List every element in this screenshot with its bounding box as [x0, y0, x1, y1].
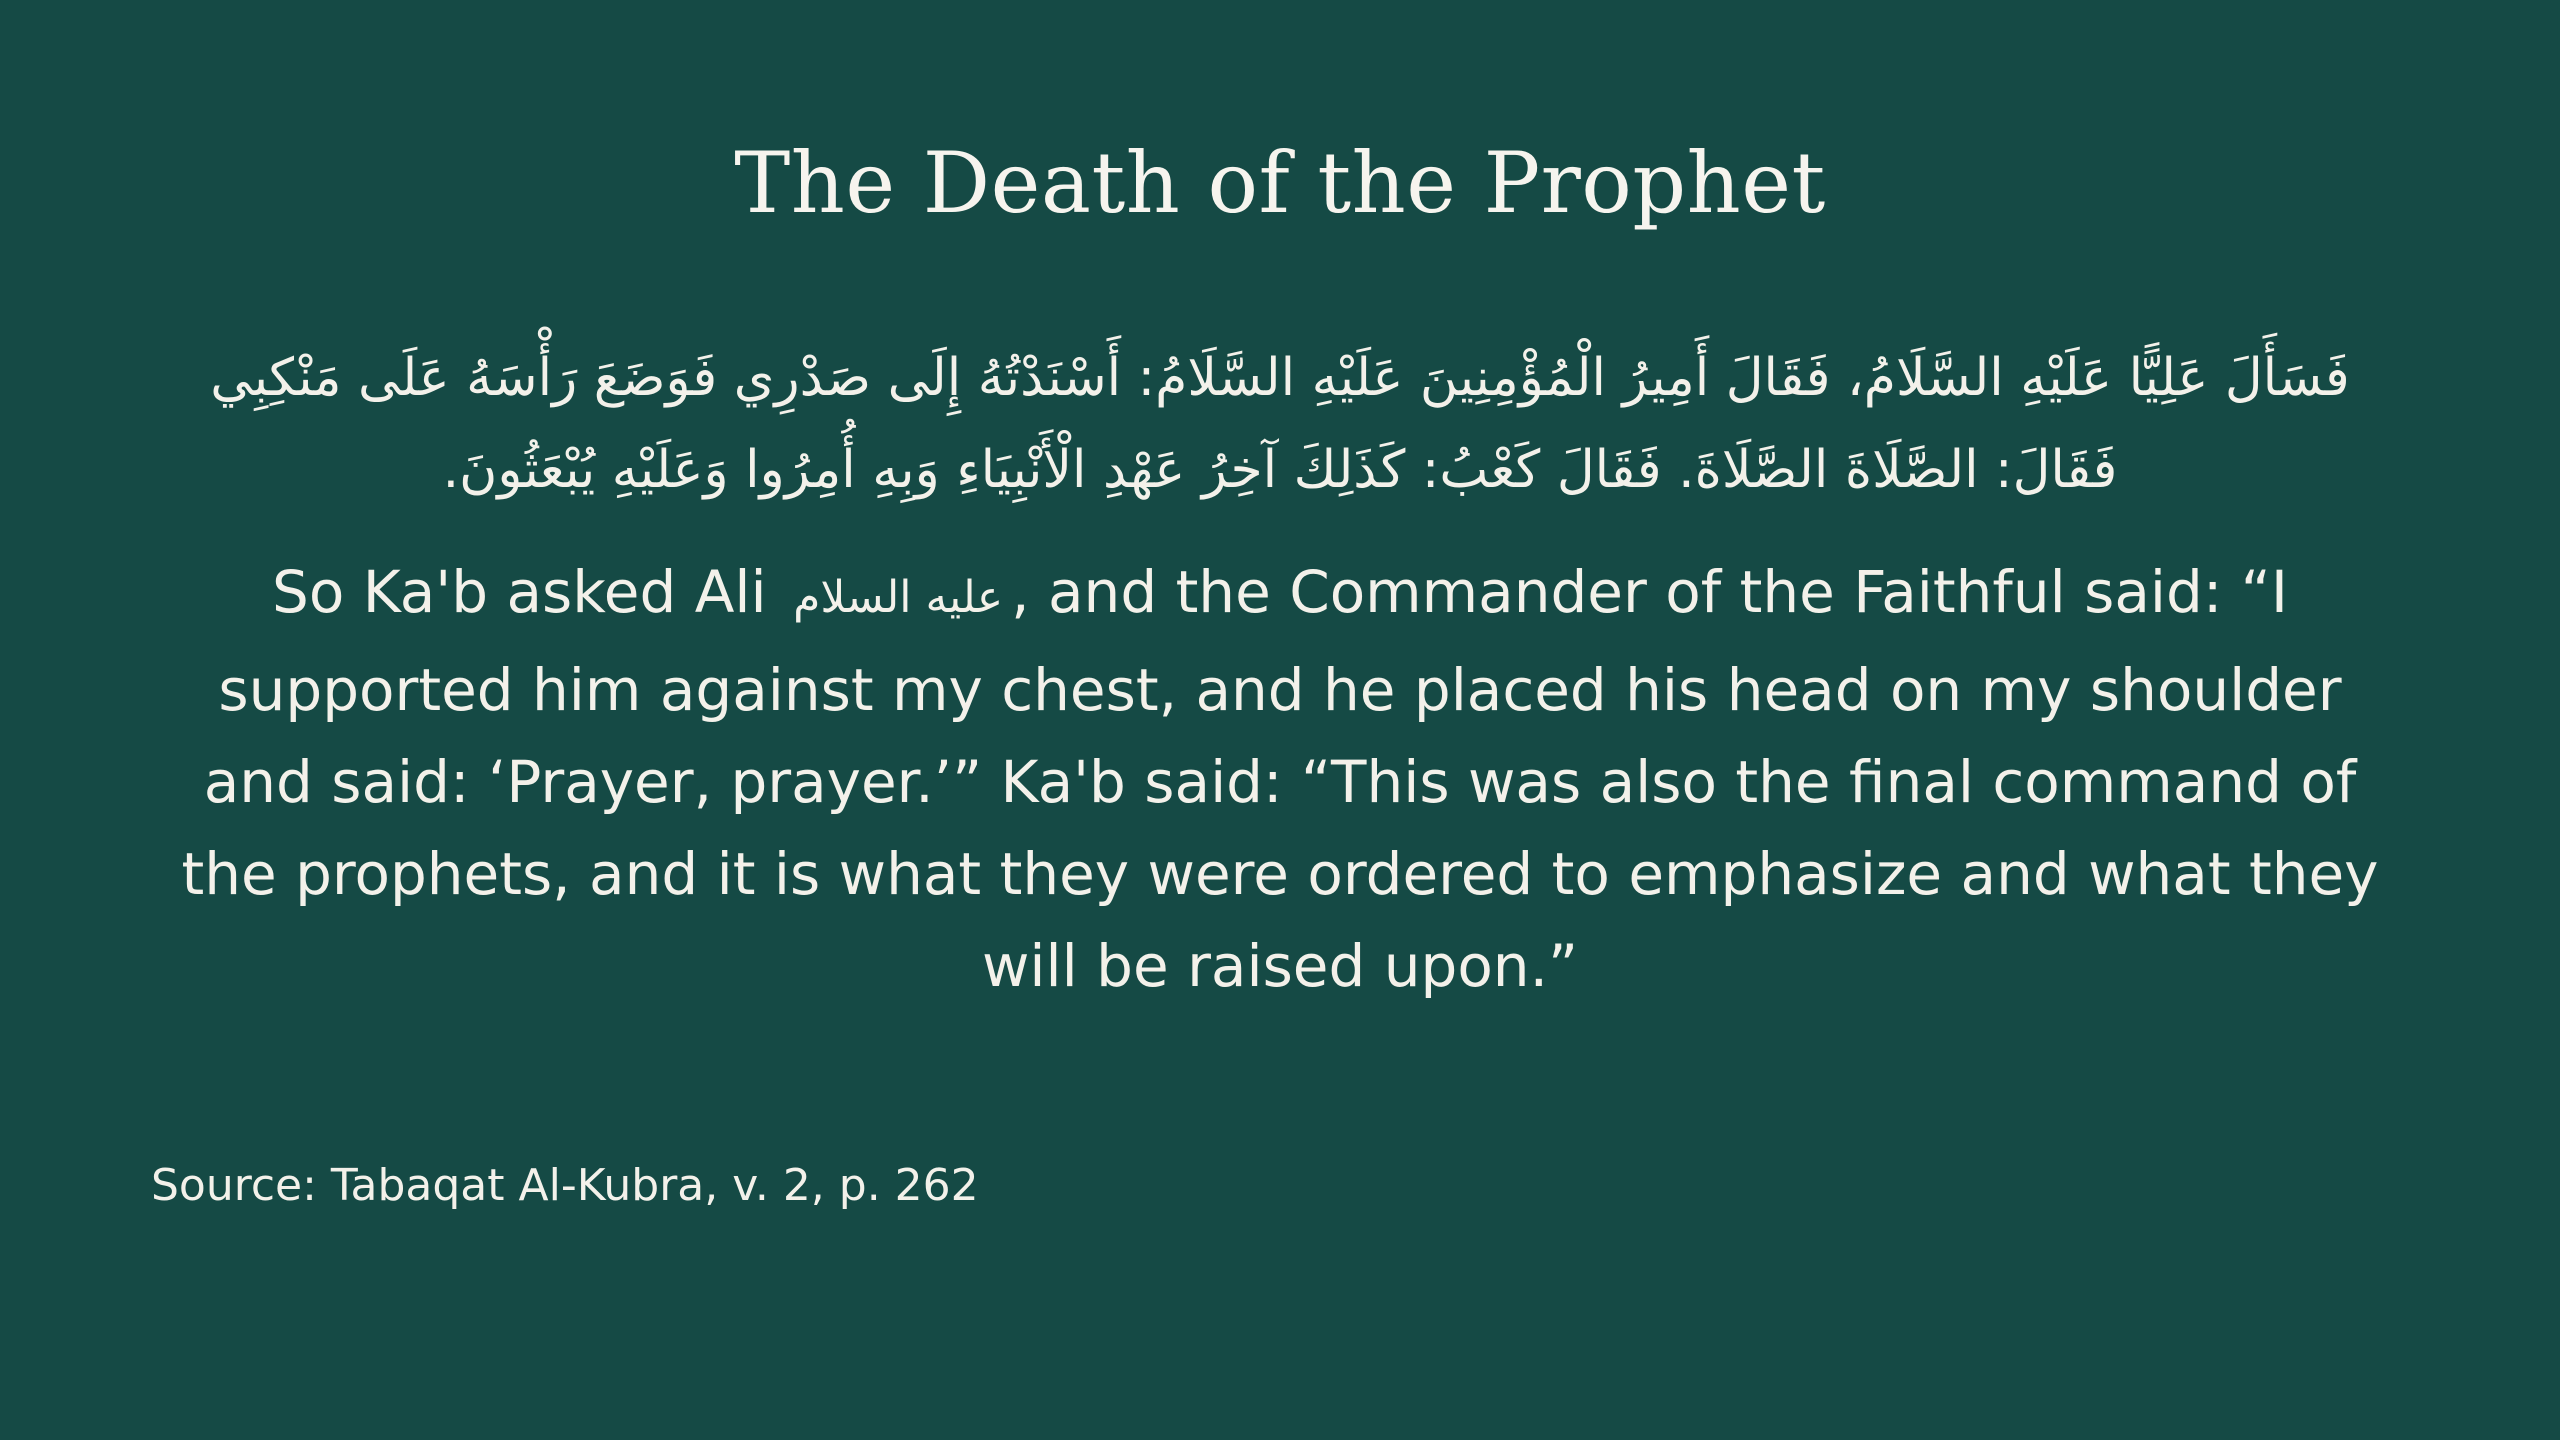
- source-citation: Source: Tabaqat Al-Kubra, v. 2, p. 262: [151, 1160, 979, 1211]
- arabic-honorific: عليه السلام: [793, 572, 1004, 623]
- translation-part-2: , and the Commander of the Faithful said: “I supported him against my chest, and he placed his head on my shoulder and said: ‘Prayer, prayer.’” Ka'b said: “This was also the final command of the prophets, and it is what they were ordered to emphasize and what they will be raised upon.”: [181, 558, 2379, 1000]
- arabic-quote: فَسَأَلَ عَلِيًّا عَلَيْهِ السَّلَامُ، فَقَالَ أَمِيرُ الْمُؤْمِنِينَ عَلَيْهِ السَّلَامُ: أَسْنَدْتُهُ إِلَى صَدْرِي فَوَضَعَ رَأْسَهُ عَلَى مَنْكِبِي فَقَالَ: الصَّلَاةَ الصَّلَاةَ. فَقَالَ كَعْبُ: كَذَلِكَ آخِرُ عَهْدِ الْأَنْبِيَاءِ وَبِهِ أُمِرُوا وَعَلَيْهِ يُبْعَثُونَ.: [210, 348, 2350, 500]
- translation-part-1: So Ka'b asked Ali: [272, 558, 786, 626]
- slide-title: The Death of the Prophet: [734, 134, 1826, 232]
- english-translation: [160, 546, 2400, 1012]
